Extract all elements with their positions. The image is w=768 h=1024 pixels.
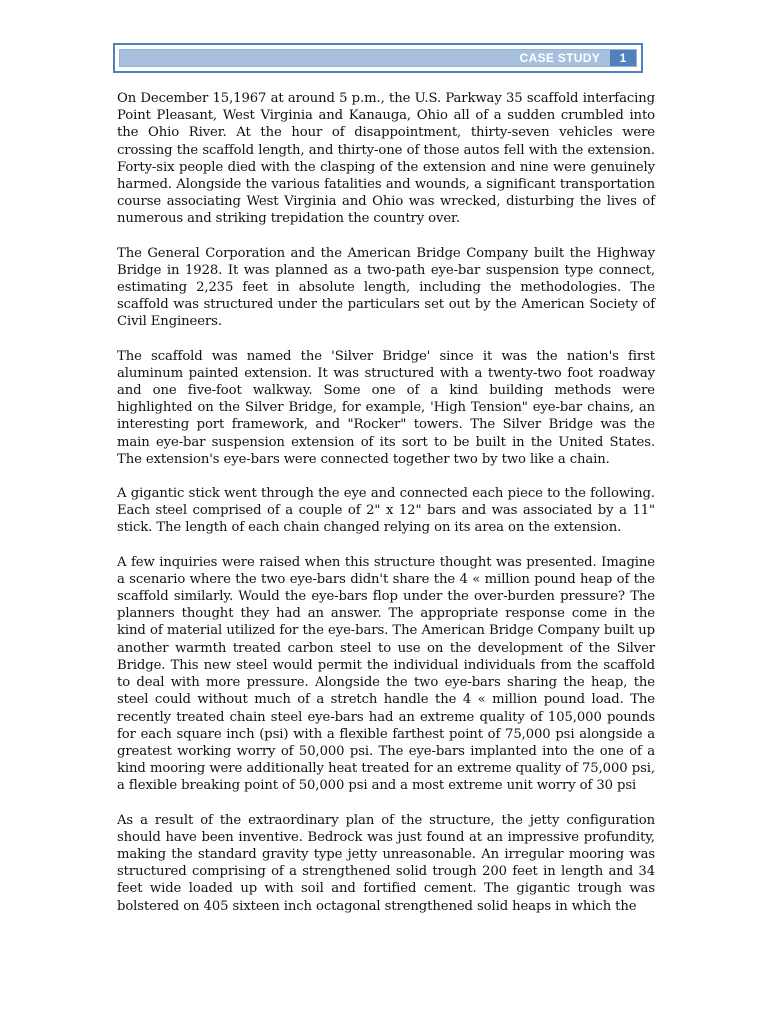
- paragraph: As a result of the extraordinary plan of the structure, the jetty configuration should have been inventive. Bedrock was just found at an impressive profundity, making the standard gravity type jetty unreasonable. An irregular mooring was structured comprising of a strengthened solid trough 200 feet in length and 34 feet wide loaded up with soil and fortified cement. The gigantic trough was bolstered on 405 sixteen inch octagonal strengthened solid heaps in which the: [117, 812, 655, 914]
- page-header: [113, 43, 643, 73]
- case-study-label: CASE STUDY: [519, 51, 600, 65]
- paragraph: A gigantic stick went through the eye and connected each piece to the following. Each steel comprised of a couple of 2" x 12" bars and was associated by a 11" stick. The length of each chain changed relying on its area on the extension.: [117, 486, 655, 536]
- paragraph: The General Corporation and the American Bridge Company built the Highway Bridge in 1928. It was planned as a two-path eye-bar suspension type connect, estimating 2,235 feet in absolute length, including the methodologies. The scaffold was structured under the particulars set out by the American Society of Civil Engineers.: [117, 245, 655, 330]
- page-number: 1: [610, 50, 636, 66]
- document-body: [117, 90, 655, 932]
- paragraph: The scaffold was named the 'Silver Bridge' since it was the nation's first aluminum painted extension. It was structured with a twenty-two foot roadway and one five-foot walkway. Some one of a kind building methods were highlighted on the Silver Bridge, for example, 'High Tension" eye-bar chains, an interesting port framework, and "Rocker" towers. The Silver Bridge was the main eye-bar suspension extension of its sort to be built in the United States. The extension's eye-bars were connected together two by two like a chain.: [117, 348, 655, 467]
- header-bar: [119, 49, 637, 67]
- paragraph: On December 15,1967 at around 5 p.m., the U.S. Parkway 35 scaffold interfacing Point Pleasant, West Virginia and Kanauga, Ohio all of a sudden crumbled into the Ohio River. At the hour of disappointment, thirty-seven vehicles were crossing the scaffold length, and thirty-one of those autos fell with the extension. Forty-six people died with the clasping of the extension and nine were genuinely harmed. Alongside the various fatalities and wounds, a significant transportation course associating West Virginia and Ohio was wrecked, disturbing the lives of numerous and striking trepidation the country over.: [117, 91, 655, 227]
- paragraph: A few inquiries were raised when this structure thought was presented. Imagine a scenario where the two eye-bars didn't share the 4 « million pound heap of the scaffold similarly. Would the eye-bars flop under the over-burden pressure? The planners thought they had an answer. The appropriate response come in the kind of material utilized for the eye-bars. The American Bridge Company built up another warmth treated carbon steel to use on the development of the Silver Bridge. This new steel would permit the individual individuals from the scaffold to deal with more pressure. Alongside the two eye-bars sharing the heap, the steel could without much of a stretch handle the 4 « million pound load. The recently treated chain steel eye-bars had an extreme quality of 105,000 pounds for each square inch (psi) with a flexible farthest point of 75,000 psi alongside a greatest working worry of 50,000 psi. The eye-bars implanted into the one of a kind mooring were additionally heat treated for an extreme quality of 75,000 psi, a flexible breaking point of 50,000 psi and a most extreme unit worry of 30 psi: [117, 554, 655, 794]
